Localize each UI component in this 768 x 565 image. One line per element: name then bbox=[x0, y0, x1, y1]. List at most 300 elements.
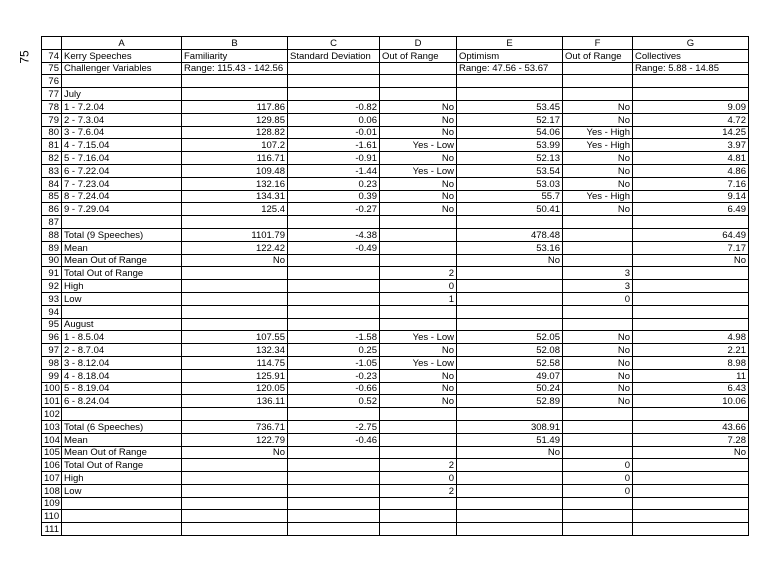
cell-a[interactable]: 3 - 8.12.04 bbox=[62, 356, 182, 369]
cell-a[interactable]: 8 - 7.24.04 bbox=[62, 190, 182, 203]
cell-c[interactable]: -0.66 bbox=[288, 382, 380, 395]
cell-c[interactable]: -1.61 bbox=[288, 139, 380, 152]
cell-a[interactable] bbox=[62, 75, 182, 88]
cell-a[interactable]: Low bbox=[62, 292, 182, 305]
cell-a[interactable]: 3 - 7.6.04 bbox=[62, 126, 182, 139]
cell-e[interactable]: 52.58 bbox=[457, 356, 563, 369]
cell-d[interactable]: No bbox=[380, 177, 457, 190]
cell-d[interactable]: No bbox=[380, 203, 457, 216]
cell-b[interactable] bbox=[182, 408, 288, 421]
cell-f[interactable]: No bbox=[563, 395, 633, 408]
cell-b[interactable]: 136.11 bbox=[182, 395, 288, 408]
cell-e[interactable] bbox=[457, 497, 563, 510]
cell-b[interactable] bbox=[182, 75, 288, 88]
cell-a[interactable]: 9 - 7.29.04 bbox=[62, 203, 182, 216]
cell-d[interactable]: Yes - Low bbox=[380, 356, 457, 369]
cell-f[interactable]: Yes - High bbox=[563, 139, 633, 152]
row-number[interactable]: 104 bbox=[42, 433, 62, 446]
cell-e[interactable]: 53.45 bbox=[457, 100, 563, 113]
cell-b[interactable]: 132.34 bbox=[182, 344, 288, 357]
cell-a[interactable]: High bbox=[62, 280, 182, 293]
row-number[interactable]: 98 bbox=[42, 356, 62, 369]
cell-a[interactable]: Total Out of Range bbox=[62, 267, 182, 280]
cell-b[interactable] bbox=[182, 510, 288, 523]
cell-g[interactable] bbox=[633, 459, 749, 472]
cell-c[interactable] bbox=[288, 267, 380, 280]
cell-g[interactable] bbox=[633, 280, 749, 293]
cell-b[interactable]: 129.85 bbox=[182, 113, 288, 126]
row-number[interactable]: 83 bbox=[42, 164, 62, 177]
row-number[interactable]: 86 bbox=[42, 203, 62, 216]
cell-g[interactable]: Range: 5.88 - 14.85 bbox=[633, 62, 749, 75]
cell-b[interactable]: Range: 115.43 - 142.56 bbox=[182, 62, 288, 75]
cell-g[interactable]: 6.49 bbox=[633, 203, 749, 216]
cell-d[interactable]: No bbox=[380, 113, 457, 126]
cell-f[interactable]: Yes - High bbox=[563, 190, 633, 203]
cell-f[interactable]: 3 bbox=[563, 267, 633, 280]
cell-g[interactable] bbox=[633, 523, 749, 536]
cell-f[interactable]: Yes - High bbox=[563, 126, 633, 139]
row-number[interactable]: 79 bbox=[42, 113, 62, 126]
column-header-d[interactable]: D bbox=[380, 37, 457, 50]
cell-c[interactable]: 0.25 bbox=[288, 344, 380, 357]
column-header-f[interactable]: F bbox=[563, 37, 633, 50]
cell-b[interactable]: 117.86 bbox=[182, 100, 288, 113]
cell-e[interactable]: 52.13 bbox=[457, 152, 563, 165]
cell-a[interactable] bbox=[62, 497, 182, 510]
cell-c[interactable]: -0.91 bbox=[288, 152, 380, 165]
cell-e[interactable]: Optimism bbox=[457, 49, 563, 62]
cell-a[interactable]: 4 - 7.15.04 bbox=[62, 139, 182, 152]
cell-g[interactable]: 14.25 bbox=[633, 126, 749, 139]
cell-f[interactable] bbox=[563, 408, 633, 421]
cell-d[interactable]: 0 bbox=[380, 280, 457, 293]
cell-e[interactable]: 308.91 bbox=[457, 420, 563, 433]
cell-g[interactable]: 8.98 bbox=[633, 356, 749, 369]
cell-e[interactable] bbox=[457, 472, 563, 485]
row-number[interactable]: 81 bbox=[42, 139, 62, 152]
cell-g[interactable]: Collectives bbox=[633, 49, 749, 62]
cell-a[interactable]: Challenger Variables bbox=[62, 62, 182, 75]
cell-g[interactable] bbox=[633, 318, 749, 331]
cell-a[interactable]: Mean bbox=[62, 433, 182, 446]
cell-f[interactable] bbox=[563, 216, 633, 229]
cell-e[interactable] bbox=[457, 216, 563, 229]
cell-e[interactable]: 55.7 bbox=[457, 190, 563, 203]
column-header-e[interactable]: E bbox=[457, 37, 563, 50]
cell-d[interactable] bbox=[380, 433, 457, 446]
cell-e[interactable]: 50.41 bbox=[457, 203, 563, 216]
row-number[interactable]: 105 bbox=[42, 446, 62, 459]
cell-g[interactable]: 10.06 bbox=[633, 395, 749, 408]
cell-d[interactable]: No bbox=[380, 100, 457, 113]
cell-b[interactable] bbox=[182, 88, 288, 101]
cell-c[interactable]: -1.58 bbox=[288, 331, 380, 344]
cell-g[interactable]: 4.86 bbox=[633, 164, 749, 177]
cell-b[interactable]: 125.4 bbox=[182, 203, 288, 216]
cell-f[interactable]: 0 bbox=[563, 484, 633, 497]
cell-b[interactable]: 120.05 bbox=[182, 382, 288, 395]
cell-b[interactable]: 107.55 bbox=[182, 331, 288, 344]
cell-f[interactable]: Out of Range bbox=[563, 49, 633, 62]
row-number[interactable]: 103 bbox=[42, 420, 62, 433]
cell-c[interactable]: -2.75 bbox=[288, 420, 380, 433]
cell-d[interactable]: No bbox=[380, 126, 457, 139]
cell-d[interactable]: 0 bbox=[380, 472, 457, 485]
cell-f[interactable]: No bbox=[563, 331, 633, 344]
cell-d[interactable]: 2 bbox=[380, 484, 457, 497]
cell-g[interactable]: 9.09 bbox=[633, 100, 749, 113]
cell-f[interactable] bbox=[563, 241, 633, 254]
cell-c[interactable]: 0.23 bbox=[288, 177, 380, 190]
cell-d[interactable]: 1 bbox=[380, 292, 457, 305]
row-number[interactable]: 85 bbox=[42, 190, 62, 203]
cell-f[interactable] bbox=[563, 228, 633, 241]
cell-a[interactable]: July bbox=[62, 88, 182, 101]
cell-c[interactable] bbox=[288, 523, 380, 536]
cell-a[interactable]: 2 - 7.3.04 bbox=[62, 113, 182, 126]
row-number[interactable]: 84 bbox=[42, 177, 62, 190]
cell-e[interactable] bbox=[457, 318, 563, 331]
cell-c[interactable] bbox=[288, 88, 380, 101]
cell-g[interactable]: 9.14 bbox=[633, 190, 749, 203]
cell-e[interactable]: Range: 47.56 - 53.67 bbox=[457, 62, 563, 75]
cell-e[interactable]: 53.03 bbox=[457, 177, 563, 190]
cell-e[interactable] bbox=[457, 484, 563, 497]
cell-c[interactable] bbox=[288, 497, 380, 510]
cell-a[interactable] bbox=[62, 510, 182, 523]
cell-f[interactable]: 0 bbox=[563, 459, 633, 472]
cell-e[interactable] bbox=[457, 523, 563, 536]
cell-e[interactable]: 50.24 bbox=[457, 382, 563, 395]
cell-e[interactable] bbox=[457, 280, 563, 293]
cell-a[interactable]: 1 - 7.2.04 bbox=[62, 100, 182, 113]
cell-g[interactable]: 7.17 bbox=[633, 241, 749, 254]
cell-b[interactable]: 116.71 bbox=[182, 152, 288, 165]
cell-g[interactable] bbox=[633, 267, 749, 280]
cell-a[interactable]: August bbox=[62, 318, 182, 331]
cell-a[interactable]: Mean Out of Range bbox=[62, 254, 182, 267]
row-number[interactable]: 101 bbox=[42, 395, 62, 408]
cell-e[interactable] bbox=[457, 75, 563, 88]
cell-c[interactable]: -0.01 bbox=[288, 126, 380, 139]
cell-d[interactable] bbox=[380, 305, 457, 318]
row-number[interactable]: 82 bbox=[42, 152, 62, 165]
row-number[interactable]: 111 bbox=[42, 523, 62, 536]
cell-c[interactable] bbox=[288, 318, 380, 331]
cell-f[interactable]: No bbox=[563, 203, 633, 216]
cell-e[interactable]: 52.17 bbox=[457, 113, 563, 126]
cell-d[interactable] bbox=[380, 228, 457, 241]
cell-d[interactable] bbox=[380, 254, 457, 267]
cell-c[interactable] bbox=[288, 446, 380, 459]
cell-g[interactable]: 4.81 bbox=[633, 152, 749, 165]
cell-a[interactable]: Total (9 Speeches) bbox=[62, 228, 182, 241]
cell-g[interactable] bbox=[633, 408, 749, 421]
cell-c[interactable]: -0.27 bbox=[288, 203, 380, 216]
cell-d[interactable] bbox=[380, 497, 457, 510]
cell-d[interactable]: 2 bbox=[380, 267, 457, 280]
cell-d[interactable]: No bbox=[380, 190, 457, 203]
cell-d[interactable]: Out of Range bbox=[380, 49, 457, 62]
cell-f[interactable] bbox=[563, 420, 633, 433]
cell-b[interactable] bbox=[182, 216, 288, 229]
cell-c[interactable]: -0.49 bbox=[288, 241, 380, 254]
row-number[interactable]: 107 bbox=[42, 472, 62, 485]
cell-a[interactable] bbox=[62, 305, 182, 318]
cell-g[interactable]: 4.72 bbox=[633, 113, 749, 126]
cell-f[interactable]: No bbox=[563, 113, 633, 126]
cell-e[interactable] bbox=[457, 305, 563, 318]
cell-c[interactable]: Standard Deviation bbox=[288, 49, 380, 62]
cell-d[interactable] bbox=[380, 408, 457, 421]
cell-c[interactable] bbox=[288, 254, 380, 267]
cell-c[interactable] bbox=[288, 408, 380, 421]
cell-c[interactable] bbox=[288, 292, 380, 305]
cell-f[interactable] bbox=[563, 497, 633, 510]
cell-c[interactable] bbox=[288, 459, 380, 472]
row-number[interactable]: 80 bbox=[42, 126, 62, 139]
cell-f[interactable]: No bbox=[563, 152, 633, 165]
cell-c[interactable]: -1.05 bbox=[288, 356, 380, 369]
cell-c[interactable] bbox=[288, 305, 380, 318]
cell-e[interactable] bbox=[457, 459, 563, 472]
cell-g[interactable] bbox=[633, 216, 749, 229]
row-number[interactable]: 90 bbox=[42, 254, 62, 267]
cell-g[interactable]: 6.43 bbox=[633, 382, 749, 395]
cell-a[interactable]: 2 - 8.7.04 bbox=[62, 344, 182, 357]
cell-a[interactable]: Kerry Speeches bbox=[62, 49, 182, 62]
row-number[interactable]: 94 bbox=[42, 305, 62, 318]
row-number[interactable]: 106 bbox=[42, 459, 62, 472]
row-number[interactable]: 78 bbox=[42, 100, 62, 113]
cell-e[interactable] bbox=[457, 510, 563, 523]
row-number[interactable]: 102 bbox=[42, 408, 62, 421]
cell-c[interactable]: 0.39 bbox=[288, 190, 380, 203]
cell-f[interactable] bbox=[563, 433, 633, 446]
cell-a[interactable]: Mean Out of Range bbox=[62, 446, 182, 459]
cell-d[interactable]: No bbox=[380, 369, 457, 382]
cell-b[interactable] bbox=[182, 472, 288, 485]
cell-e[interactable] bbox=[457, 408, 563, 421]
cell-a[interactable] bbox=[62, 216, 182, 229]
cell-a[interactable]: Mean bbox=[62, 241, 182, 254]
cell-c[interactable] bbox=[288, 280, 380, 293]
row-number[interactable]: 95 bbox=[42, 318, 62, 331]
cell-f[interactable] bbox=[563, 254, 633, 267]
cell-b[interactable]: 122.79 bbox=[182, 433, 288, 446]
cell-b[interactable] bbox=[182, 459, 288, 472]
corner-cell[interactable] bbox=[42, 37, 62, 50]
cell-b[interactable] bbox=[182, 292, 288, 305]
cell-d[interactable]: Yes - Low bbox=[380, 164, 457, 177]
cell-g[interactable]: 11 bbox=[633, 369, 749, 382]
cell-b[interactable]: No bbox=[182, 446, 288, 459]
cell-g[interactable]: 2.21 bbox=[633, 344, 749, 357]
cell-a[interactable]: 6 - 7.22.04 bbox=[62, 164, 182, 177]
cell-d[interactable] bbox=[380, 88, 457, 101]
cell-f[interactable]: No bbox=[563, 100, 633, 113]
cell-d[interactable] bbox=[380, 241, 457, 254]
row-number[interactable]: 99 bbox=[42, 369, 62, 382]
row-number[interactable]: 87 bbox=[42, 216, 62, 229]
cell-b[interactable] bbox=[182, 497, 288, 510]
row-number[interactable]: 97 bbox=[42, 344, 62, 357]
cell-f[interactable] bbox=[563, 510, 633, 523]
cell-b[interactable]: 1101.79 bbox=[182, 228, 288, 241]
row-number[interactable]: 96 bbox=[42, 331, 62, 344]
cell-d[interactable]: Yes - Low bbox=[380, 331, 457, 344]
cell-d[interactable] bbox=[380, 318, 457, 331]
row-number[interactable]: 75 bbox=[42, 62, 62, 75]
cell-a[interactable]: 4 - 8.18.04 bbox=[62, 369, 182, 382]
cell-b[interactable]: No bbox=[182, 254, 288, 267]
cell-d[interactable] bbox=[380, 62, 457, 75]
cell-d[interactable] bbox=[380, 446, 457, 459]
cell-c[interactable]: 0.06 bbox=[288, 113, 380, 126]
cell-b[interactable] bbox=[182, 267, 288, 280]
cell-b[interactable]: 134.31 bbox=[182, 190, 288, 203]
cell-g[interactable] bbox=[633, 88, 749, 101]
cell-e[interactable]: 49.07 bbox=[457, 369, 563, 382]
cell-d[interactable] bbox=[380, 75, 457, 88]
cell-f[interactable]: No bbox=[563, 356, 633, 369]
cell-e[interactable]: 53.54 bbox=[457, 164, 563, 177]
cell-d[interactable]: No bbox=[380, 344, 457, 357]
row-number[interactable]: 88 bbox=[42, 228, 62, 241]
cell-c[interactable]: -4.38 bbox=[288, 228, 380, 241]
cell-d[interactable] bbox=[380, 523, 457, 536]
cell-c[interactable]: -0.23 bbox=[288, 369, 380, 382]
cell-f[interactable] bbox=[563, 88, 633, 101]
cell-c[interactable] bbox=[288, 62, 380, 75]
cell-a[interactable] bbox=[62, 523, 182, 536]
column-header-a[interactable]: A bbox=[62, 37, 182, 50]
cell-e[interactable] bbox=[457, 267, 563, 280]
cell-f[interactable]: No bbox=[563, 344, 633, 357]
row-number[interactable]: 77 bbox=[42, 88, 62, 101]
cell-e[interactable]: 478.48 bbox=[457, 228, 563, 241]
row-number[interactable]: 109 bbox=[42, 497, 62, 510]
row-number[interactable]: 76 bbox=[42, 75, 62, 88]
cell-g[interactable] bbox=[633, 472, 749, 485]
cell-d[interactable]: No bbox=[380, 382, 457, 395]
cell-f[interactable]: 0 bbox=[563, 292, 633, 305]
cell-g[interactable] bbox=[633, 75, 749, 88]
cell-b[interactable]: 736.71 bbox=[182, 420, 288, 433]
cell-b[interactable]: Familiarity bbox=[182, 49, 288, 62]
cell-g[interactable]: No bbox=[633, 254, 749, 267]
cell-f[interactable]: 3 bbox=[563, 280, 633, 293]
row-number[interactable]: 89 bbox=[42, 241, 62, 254]
cell-d[interactable]: No bbox=[380, 152, 457, 165]
cell-b[interactable]: 114.75 bbox=[182, 356, 288, 369]
cell-d[interactable] bbox=[380, 510, 457, 523]
column-header-c[interactable]: C bbox=[288, 37, 380, 50]
cell-f[interactable]: No bbox=[563, 369, 633, 382]
cell-e[interactable]: 51.49 bbox=[457, 433, 563, 446]
row-number[interactable]: 74 bbox=[42, 49, 62, 62]
cell-c[interactable] bbox=[288, 484, 380, 497]
row-number[interactable]: 92 bbox=[42, 280, 62, 293]
cell-f[interactable]: No bbox=[563, 382, 633, 395]
cell-f[interactable]: No bbox=[563, 164, 633, 177]
cell-a[interactable]: 5 - 8.19.04 bbox=[62, 382, 182, 395]
cell-g[interactable]: 4.98 bbox=[633, 331, 749, 344]
row-number[interactable]: 93 bbox=[42, 292, 62, 305]
cell-f[interactable] bbox=[563, 75, 633, 88]
cell-f[interactable] bbox=[563, 446, 633, 459]
cell-b[interactable]: 109.48 bbox=[182, 164, 288, 177]
cell-b[interactable]: 107.2 bbox=[182, 139, 288, 152]
cell-c[interactable]: -1.44 bbox=[288, 164, 380, 177]
cell-g[interactable]: 43.66 bbox=[633, 420, 749, 433]
cell-a[interactable]: 1 - 8.5.04 bbox=[62, 331, 182, 344]
cell-e[interactable]: No bbox=[457, 446, 563, 459]
cell-c[interactable] bbox=[288, 510, 380, 523]
cell-a[interactable]: Low bbox=[62, 484, 182, 497]
cell-d[interactable]: 2 bbox=[380, 459, 457, 472]
cell-g[interactable]: 7.28 bbox=[633, 433, 749, 446]
cell-f[interactable] bbox=[563, 305, 633, 318]
cell-e[interactable] bbox=[457, 88, 563, 101]
cell-g[interactable]: 7.16 bbox=[633, 177, 749, 190]
cell-f[interactable]: No bbox=[563, 177, 633, 190]
cell-b[interactable]: 128.82 bbox=[182, 126, 288, 139]
cell-f[interactable]: 0 bbox=[563, 472, 633, 485]
cell-b[interactable] bbox=[182, 305, 288, 318]
cell-c[interactable]: -0.82 bbox=[288, 100, 380, 113]
cell-g[interactable] bbox=[633, 305, 749, 318]
cell-b[interactable]: 122.42 bbox=[182, 241, 288, 254]
cell-e[interactable]: 52.08 bbox=[457, 344, 563, 357]
row-number[interactable]: 100 bbox=[42, 382, 62, 395]
cell-a[interactable]: 5 - 7.16.04 bbox=[62, 152, 182, 165]
cell-e[interactable]: 53.99 bbox=[457, 139, 563, 152]
cell-g[interactable] bbox=[633, 484, 749, 497]
cell-f[interactable] bbox=[563, 62, 633, 75]
cell-b[interactable] bbox=[182, 318, 288, 331]
cell-e[interactable]: 53.16 bbox=[457, 241, 563, 254]
cell-c[interactable] bbox=[288, 75, 380, 88]
column-header-b[interactable]: B bbox=[182, 37, 288, 50]
cell-e[interactable] bbox=[457, 292, 563, 305]
cell-g[interactable]: No bbox=[633, 446, 749, 459]
row-number[interactable]: 91 bbox=[42, 267, 62, 280]
cell-c[interactable] bbox=[288, 216, 380, 229]
cell-c[interactable]: 0.52 bbox=[288, 395, 380, 408]
cell-g[interactable] bbox=[633, 497, 749, 510]
cell-d[interactable] bbox=[380, 420, 457, 433]
cell-e[interactable]: 52.89 bbox=[457, 395, 563, 408]
cell-g[interactable]: 64.49 bbox=[633, 228, 749, 241]
cell-b[interactable]: 132.16 bbox=[182, 177, 288, 190]
cell-f[interactable] bbox=[563, 318, 633, 331]
column-header-g[interactable]: G bbox=[633, 37, 749, 50]
cell-a[interactable]: Total Out of Range bbox=[62, 459, 182, 472]
cell-a[interactable]: High bbox=[62, 472, 182, 485]
cell-e[interactable]: 54.06 bbox=[457, 126, 563, 139]
row-number[interactable]: 110 bbox=[42, 510, 62, 523]
cell-g[interactable]: 3.97 bbox=[633, 139, 749, 152]
cell-c[interactable]: -0.46 bbox=[288, 433, 380, 446]
cell-f[interactable] bbox=[563, 523, 633, 536]
cell-b[interactable] bbox=[182, 280, 288, 293]
cell-b[interactable] bbox=[182, 484, 288, 497]
cell-b[interactable] bbox=[182, 523, 288, 536]
cell-a[interactable]: 6 - 8.24.04 bbox=[62, 395, 182, 408]
cell-d[interactable]: Yes - Low bbox=[380, 139, 457, 152]
